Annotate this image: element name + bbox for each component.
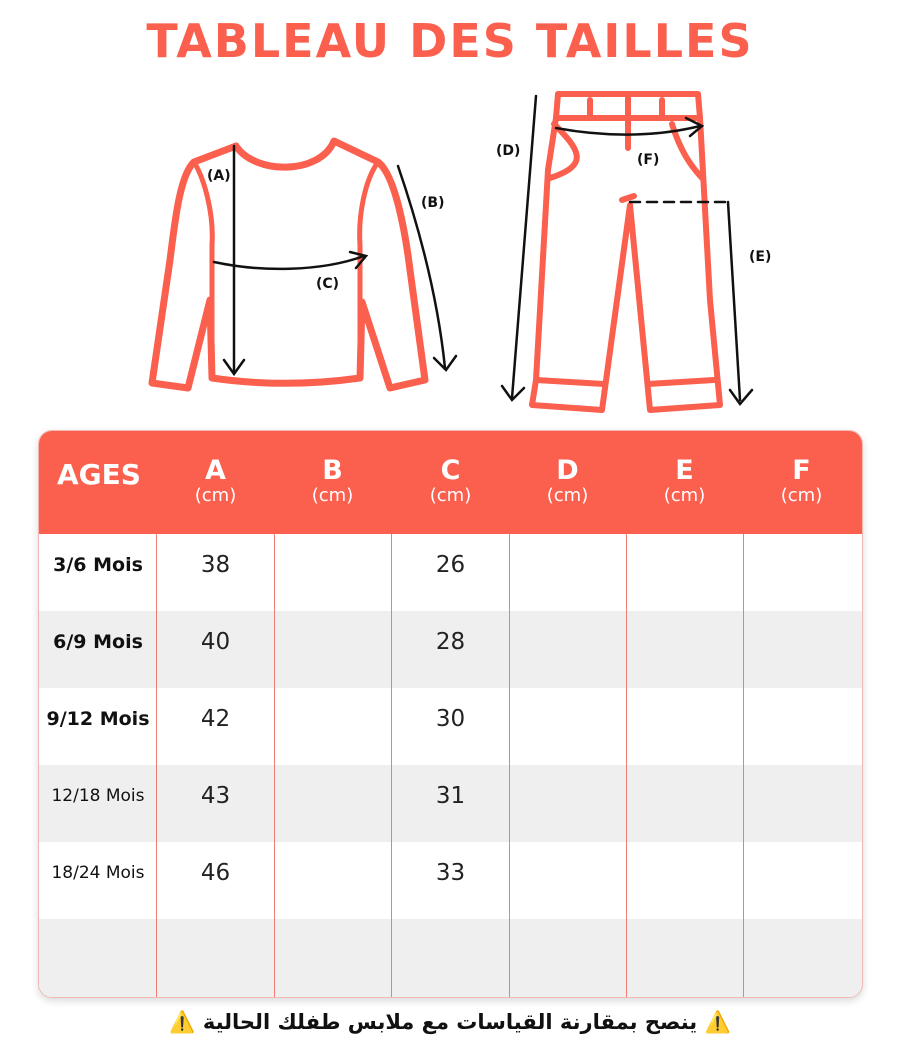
label-a: (A) [207,168,231,184]
table-row [39,611,862,688]
value-cell [509,842,626,919]
page-title: TABLEAU DES TAILLES [146,14,754,68]
value-cell: 38 [200,552,231,578]
value-cell: 40 [200,629,231,655]
value-cell: 30 [435,706,466,732]
value-cell [626,534,743,611]
sweater-illustration [152,141,425,388]
value-cell [274,765,391,842]
label-b: (B) [421,195,445,211]
column-divider [626,534,627,997]
pants-illustration [532,94,720,410]
header-col-a: A (cm) [194,455,237,506]
value-cell: 26 [435,552,466,578]
value-cell [626,765,743,842]
header-col-c: C (cm) [429,455,472,506]
label-d: (D) [496,143,521,159]
table-row [39,919,862,997]
age-cell: 6/9 Mois [53,631,143,653]
column-divider [274,534,275,997]
age-cell: 3/6 Mois [53,554,143,576]
value-cell [509,688,626,765]
age-cell: 9/12 Mois [46,708,150,730]
size-table [38,430,863,998]
value-cell: 31 [435,783,466,809]
value-cell [743,842,860,919]
column-divider [509,534,510,997]
header-col-e: E (cm) [663,455,706,506]
value-cell [274,842,391,919]
value-cell: 42 [200,706,231,732]
label-e: (E) [749,249,772,265]
table-header [39,431,862,534]
value-cell [509,611,626,688]
value-cell [743,688,860,765]
age-cell [39,919,157,996]
value-cell: 46 [200,860,231,886]
value-cell [274,611,391,688]
value-cell: 28 [435,629,466,655]
value-cell [274,688,391,765]
table-row [39,534,862,611]
value-cell: 43 [200,783,231,809]
header-ages: AGES [57,458,141,491]
value-cell [509,765,626,842]
value-cell [743,534,860,611]
header-col-d: D (cm) [546,455,589,506]
table-row [39,765,862,842]
column-divider [743,534,744,997]
size-diagram [0,0,900,420]
label-c: (C) [316,276,340,292]
column-divider [391,534,392,997]
value-cell [626,611,743,688]
measurement-advice-note: ⚠️ ينصح بمقارنة القياسات مع ملابس طفلك الحالية ⚠️ [169,1010,731,1034]
value-cell [626,688,743,765]
header-col-b: B (cm) [311,455,354,506]
value-cell: 33 [435,860,466,886]
table-row [39,688,862,765]
age-cell: 12/18 Mois [51,786,145,806]
label-f: (F) [637,152,660,168]
value-cell [743,765,860,842]
value-cell [626,842,743,919]
table-row [39,842,862,919]
header-col-f: F (cm) [780,455,823,506]
column-divider [156,534,157,997]
value-cell [509,534,626,611]
age-cell: 18/24 Mois [51,863,145,883]
value-cell [743,611,860,688]
value-cell [274,534,391,611]
